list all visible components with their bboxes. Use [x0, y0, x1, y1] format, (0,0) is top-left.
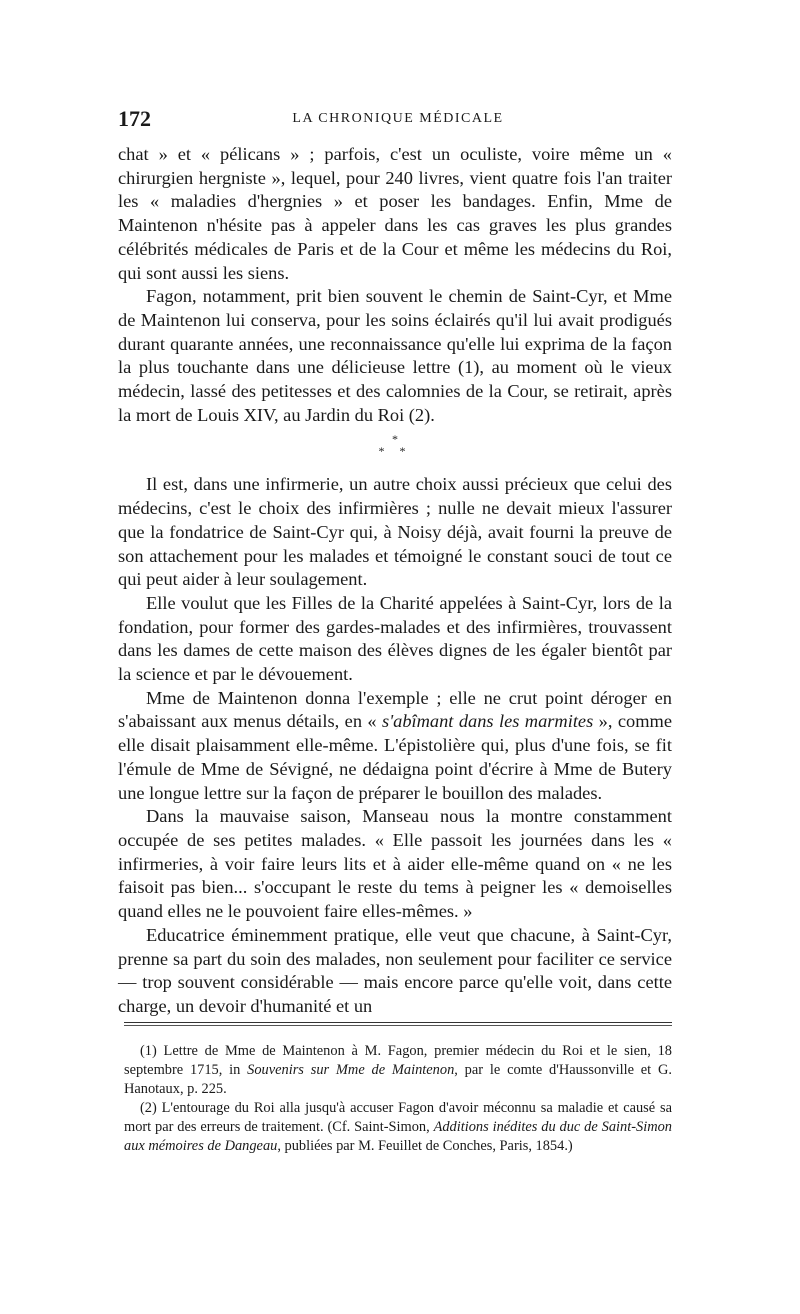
footnote-1-italic: Souvenirs sur Mme de Maintenon — [247, 1062, 455, 1078]
running-head: LA CHRONIQUE MÉDICALE — [292, 111, 504, 126]
footnote-2-italic: Additions inédites du duc de Saint-Simon aux mémoires de Dangeau — [124, 1119, 672, 1154]
separator-rule-bottom — [124, 1025, 672, 1026]
paragraph-5-italic: s'abîmant dans les marmites — [382, 711, 594, 732]
footnote-2 — [124, 1099, 672, 1156]
paragraph-4: Elle voulut que les Filles de la Charité appelées à Saint-Cyr, lors de la fondation, pour former des gardes-malades et des infirmières, trouvassent dans les dames de cette maison des élèves dignes de les égaler bientôt par la science et par le dévouement. — [118, 592, 672, 685]
paragraph-6: Dans la mauvaise saison, Manseau nous la montre constamment occupée de ses petites malades. « Elle passoit les journées dans les « infirmeries, à voir faire leurs lits et à aider elle-même quand on « ne les faisoit pas bien... s'occupant le reste du tems à peigner les « demoiselles quand elles ne le pouvoient faire elles-mêmes. » — [118, 806, 672, 922]
section-break-asterism — [118, 427, 672, 473]
footnote-1-text-b: , par le comte d'Haussonville et G. Hanotaux, p. 225. — [124, 1062, 672, 1097]
footnote-separator — [124, 1022, 672, 1026]
footnotes — [124, 1042, 672, 1156]
separator-rule-top — [124, 1022, 672, 1023]
paragraph-5-text-a: Mme de Maintenon donna l'exemple ; elle ne crut point déroger en s'abaissant aux menus détails, en « — [118, 687, 672, 732]
paragraph-3: Il est, dans une infirmerie, un autre choix aussi précieux que celui des médecins, c'est le choix des infirmières ; nulle ne devait mieux l'assurer que la fondatrice de Saint-Cyr qui, à Noisy déjà, avait fourni la preuve de son attachement pour les malades et témoigné le constant souci de tout ce qui peut aider à leur soulagement. — [118, 474, 672, 590]
paragraph-7: Educatrice éminemment pratique, elle veut que chacune, à Saint-Cyr, prenne sa part du soin des malades, non seulement pour faciliter ce service — trop souvent considérable — mais encore parce qu'elle voit, dans cette charge, un devoir d'humanité et un — [118, 924, 672, 1016]
paragraph-5 — [118, 687, 672, 806]
footnote-2-text-b: , publiées par M. Feuillet de Conches, Paris, 1854.) — [277, 1138, 573, 1154]
paragraph-1: chat » et « pélicans » ; parfois, c'est un oculiste, voire même un « chirurgien hergniste », lequel, pour 240 livres, vient quatre fois l'an traiter les « maladies d'hergnies » et poser les bandages. Enfin, Mme de Maintenon n'hésite pas à appeler dans les cas graves les plus grandes célébrités médicales de Paris et de la Cour et même les médecins du Roi, qui sont aussi les siens. — [118, 144, 672, 283]
paragraph-5-text-b: », comme elle disait plaisamment elle-même. L'épistolière qui, plus d'une fois, se fit l'émule de Mme de Sévigné, ne dédaigna point d'écrire à Mme de Butery une longue lettre sur la façon de préparer le bouillon des malades. — [118, 711, 672, 803]
page-number: 172 — [118, 106, 151, 131]
asterism-top: * — [392, 432, 398, 447]
footnote-2-text-a: (2) L'entourage du Roi alla jusqu'à accuser Fagon d'avoir méconnu sa maladie et causé sa mort par des erreurs de traitement. (Cf. Saint-Simon, — [124, 1100, 672, 1135]
page-header — [118, 106, 678, 134]
paragraph-2: Fagon, notamment, prit bien souvent le chemin de Saint-Cyr, et Mme de Maintenon lui conserva, pour les soins éclairés qu'il lui avait prodigués durant quarante années, une reconnaissance qu'elle lui exprima de la façon la plus touchante dans une délicieuse lettre (1), au moment où le vieux médecin, lassé des petitesses et des calomnies de la Cour, se retirait, après la mort de Louis XIV, au Jardin du Roi (2). — [118, 286, 672, 425]
footnote-1 — [124, 1042, 672, 1099]
main-text — [118, 143, 672, 1019]
asterism-bottom: * * — [378, 444, 412, 459]
footnote-1-text-a: (1) Lettre de Mme de Maintenon à M. Fagon, premier médecin du Roi et le sien, 18 septembre 1715, in — [124, 1043, 672, 1078]
